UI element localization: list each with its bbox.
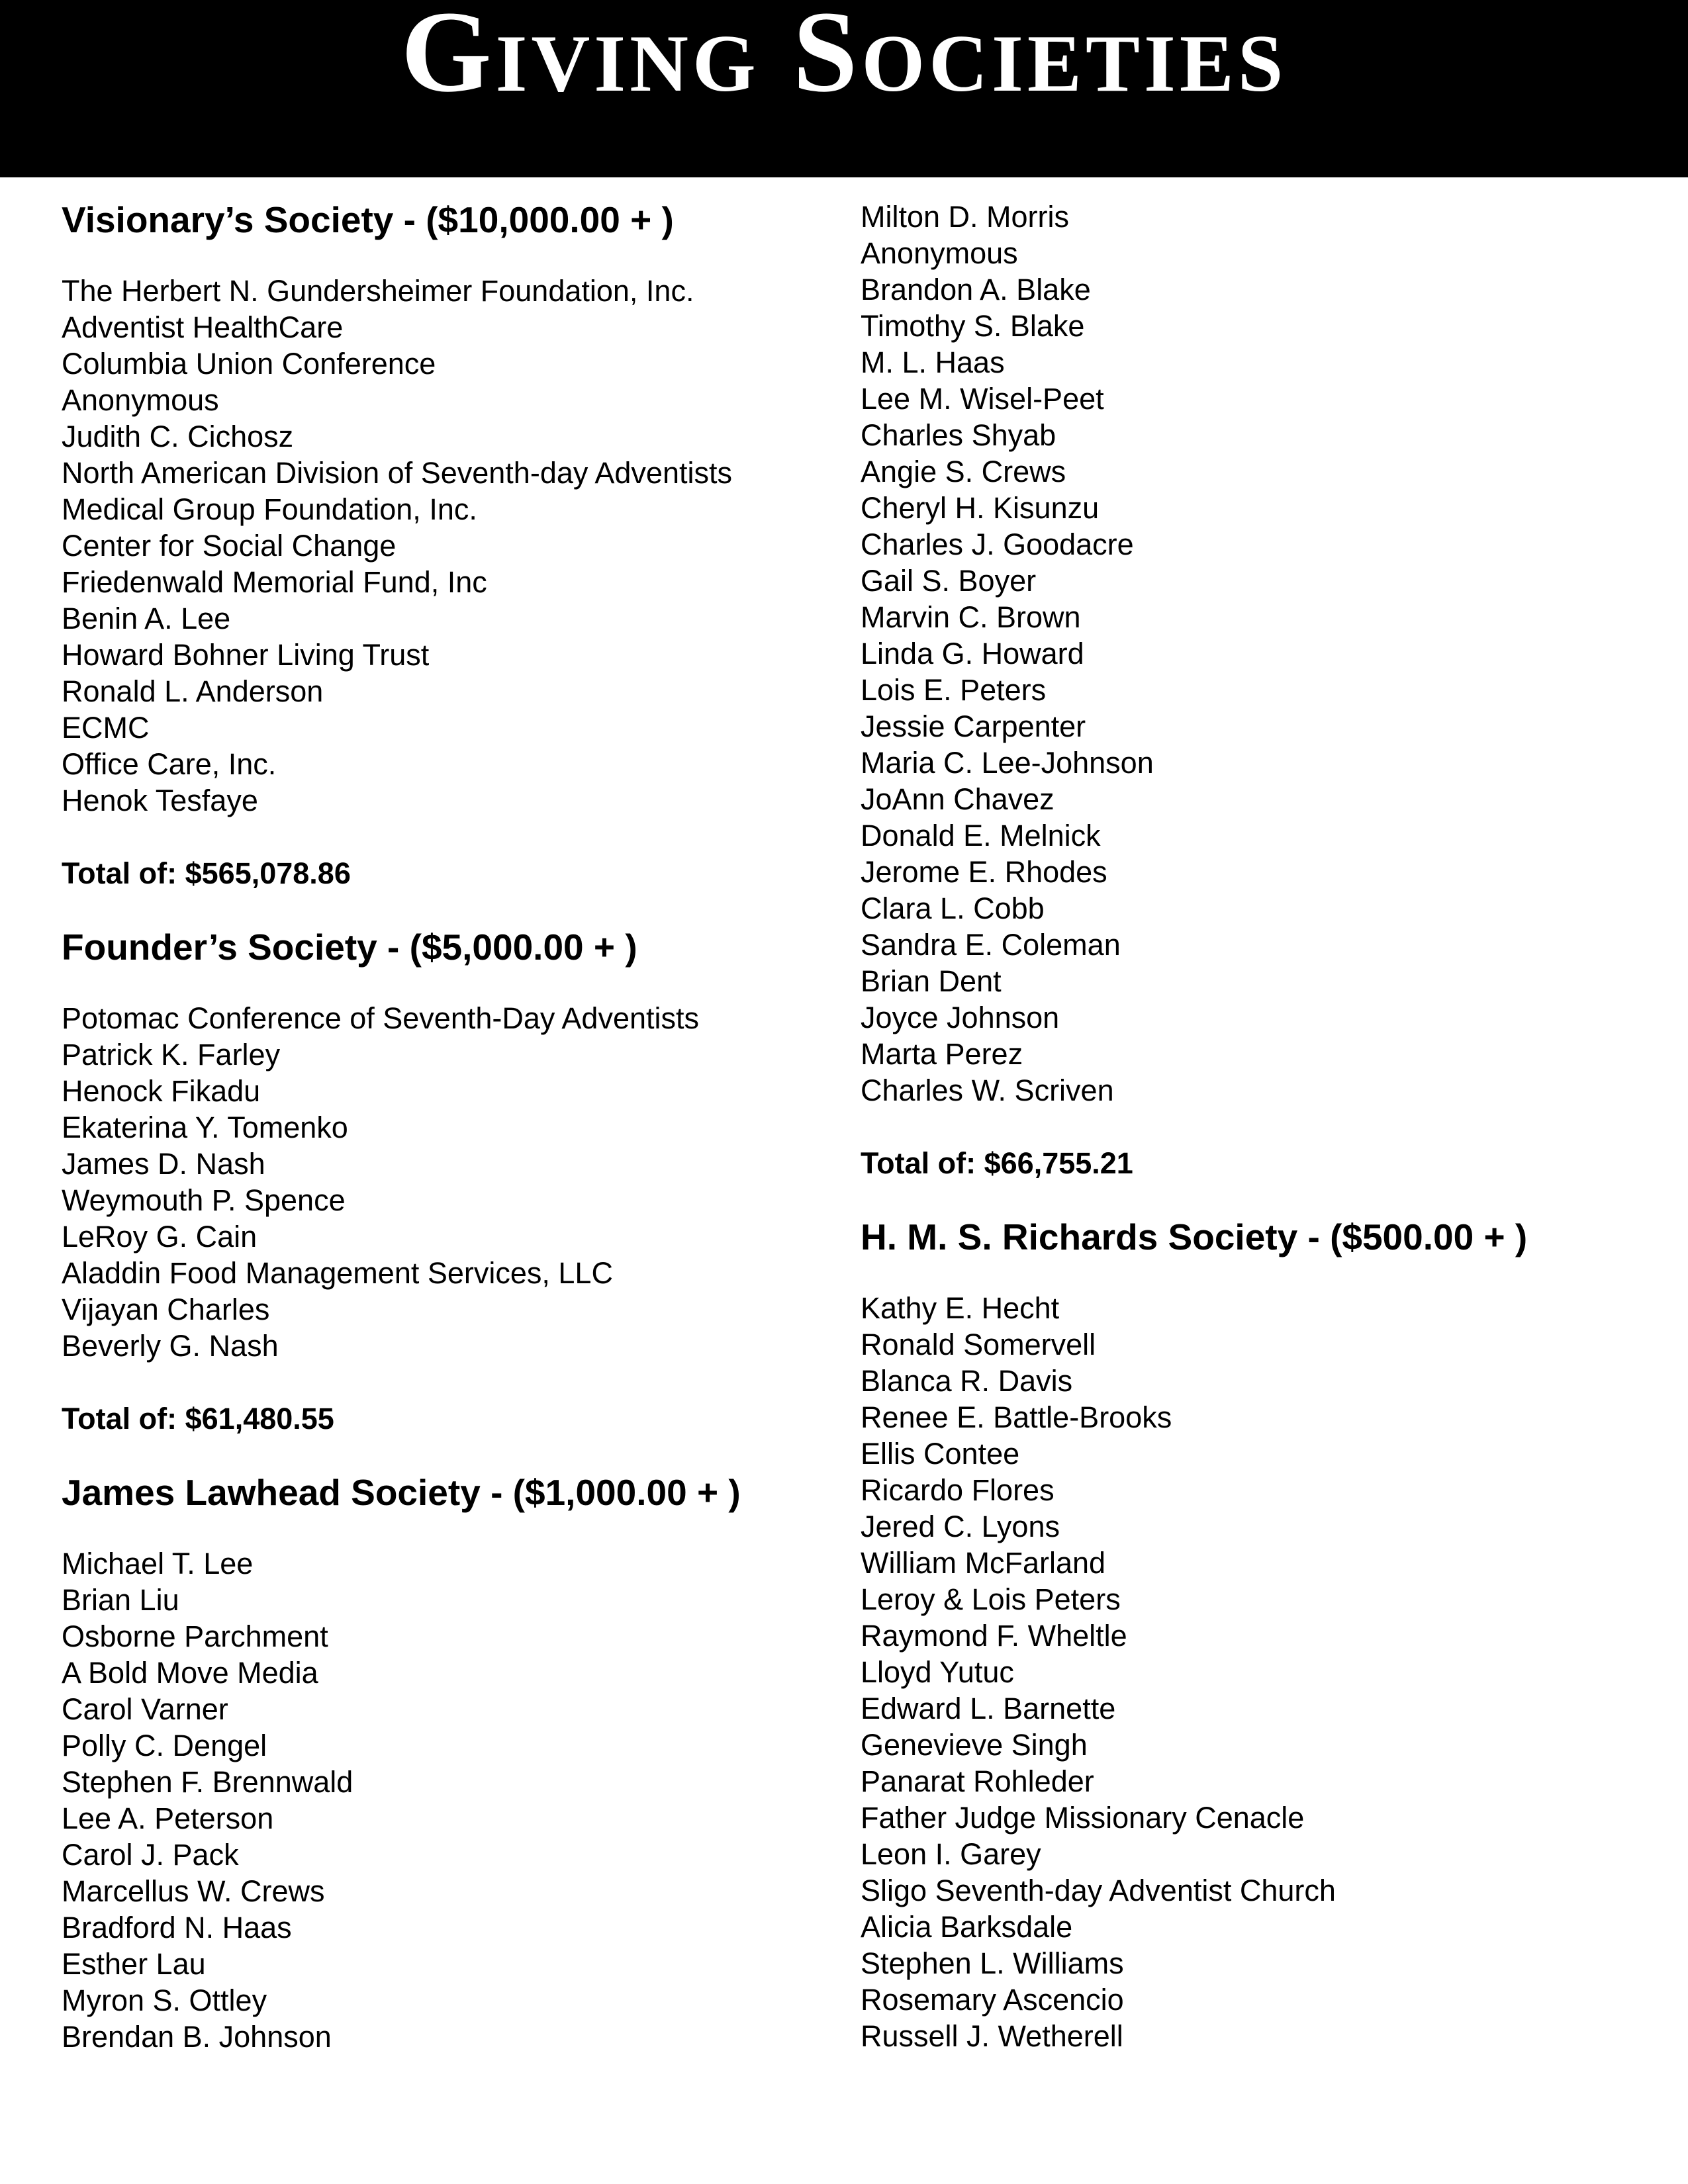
donor-name: Ellis Contee: [861, 1437, 1020, 1471]
donor-name: Lloyd Yutuc: [861, 1655, 1014, 1689]
hms-richards-society-section: [861, 1216, 1642, 2054]
donor-name: Blanca R. Davis: [861, 1364, 1073, 1398]
donor-name: North American Division of Seventh-day Adventists: [62, 456, 732, 490]
donor-name: Cheryl H. Kisunzu: [861, 491, 1100, 525]
right-column: [861, 199, 1642, 2054]
donor-name: Anonymous: [62, 383, 219, 417]
donor-name: LeRoy G. Cain: [62, 1220, 258, 1253]
section-heading: James Lawhead Society - ($1,000.00 + ): [62, 1472, 741, 1513]
donor-name: Stephen F. Brennwald: [62, 1765, 353, 1799]
donor-name: Renee E. Battle-Brooks: [861, 1400, 1172, 1434]
donor-name: Myron S. Ottley: [62, 1983, 267, 2017]
donor-name: M. L. Haas: [861, 345, 1005, 379]
donor-name: Ekaterina Y. Tomenko: [62, 1111, 348, 1144]
donor-name: Bradford N. Haas: [62, 1911, 292, 1944]
donor-name: Sligo Seventh-day Adventist Church: [861, 1874, 1336, 1907]
donor-name: Lee A. Peterson: [62, 1801, 274, 1835]
donor-name: Carol Varner: [62, 1692, 228, 1726]
donor-name: Charles Shyab: [861, 418, 1056, 452]
donor-name: Brendan B. Johnson: [62, 2020, 332, 2054]
donor-name: Edward L. Barnette: [861, 1692, 1116, 1725]
donor-name: Gail S. Boyer: [861, 564, 1037, 598]
donor-list: [861, 199, 1642, 1109]
donor-name: Potomac Conference of Seventh-Day Adventists: [62, 1001, 700, 1035]
title-banner: [0, 0, 1688, 177]
donor-name: Maria C. Lee-Johnson: [861, 746, 1154, 780]
donor-name: Ricardo Flores: [861, 1473, 1055, 1507]
donor-name: The Herbert N. Gundersheimer Foundation, Inc.: [62, 274, 694, 308]
donor-name: Donald E. Melnick: [861, 819, 1101, 852]
donor-name: Kathy E. Hecht: [861, 1291, 1060, 1325]
donor-name: Brian Liu: [62, 1583, 179, 1617]
donor-list: [861, 1290, 1642, 2054]
donor-name: Brian Dent: [861, 964, 1002, 998]
section-heading: H. M. S. Richards Society - ($500.00 + ): [861, 1216, 1528, 1257]
donor-name: Marvin C. Brown: [861, 600, 1081, 634]
donor-name: Weymouth P. Spence: [62, 1183, 346, 1217]
donor-name: Friedenwald Memorial Fund, Inc: [62, 565, 487, 599]
donor-list: [62, 1000, 829, 1364]
donor-name: James D. Nash: [62, 1147, 265, 1181]
donor-name: Sandra E. Coleman: [861, 928, 1121, 962]
donor-name: JoAnn Chavez: [861, 782, 1055, 816]
donor-name: Charles J. Goodacre: [861, 527, 1134, 561]
donor-name: Polly C. Dengel: [62, 1729, 267, 1762]
page-title: Giving Societies: [400, 0, 1288, 117]
section-total: Total of: $565,078.86: [62, 856, 351, 890]
donor-name: Linda G. Howard: [861, 637, 1084, 670]
donor-name: Benin A. Lee: [62, 602, 231, 635]
donor-name: Charles W. Scriven: [861, 1073, 1114, 1107]
donor-name: Michael T. Lee: [62, 1547, 254, 1580]
donor-name: Panarat Rohleder: [861, 1764, 1094, 1798]
donor-name: Medical Group Foundation, Inc.: [62, 492, 477, 526]
donor-name: Ronald Somervell: [861, 1328, 1096, 1361]
donor-list: [62, 273, 829, 819]
donor-name: William McFarland: [861, 1546, 1106, 1580]
section-heading: Visionary’s Society - ($10,000.00 + ): [62, 199, 674, 240]
donor-name: A Bold Move Media: [62, 1656, 318, 1690]
donor-name: Judith C. Cichosz: [62, 420, 294, 453]
donor-name: Genevieve Singh: [861, 1728, 1088, 1762]
donor-name: Patrick K. Farley: [62, 1038, 281, 1071]
section-total: Total of: $61,480.55: [62, 1402, 334, 1435]
donor-name: ECMC: [62, 711, 150, 745]
donor-name: Timothy S. Blake: [861, 309, 1085, 343]
left-column: [62, 199, 829, 2055]
donor-name: Milton D. Morris: [861, 200, 1070, 234]
james-lawhead-society-continued: [861, 199, 1642, 1216]
donor-name: Clara L. Cobb: [861, 891, 1045, 925]
donor-name: Office Care, Inc.: [62, 747, 277, 781]
donor-name: Henock Fikadu: [62, 1074, 261, 1108]
donor-name: Jerome E. Rhodes: [861, 855, 1107, 889]
donor-name: Russell J. Wetherell: [861, 2019, 1123, 2053]
donor-name: Lois E. Peters: [861, 673, 1047, 707]
donor-name: Marcellus W. Crews: [62, 1874, 325, 1908]
section-total: Total of: $66,755.21: [861, 1146, 1133, 1180]
donor-name: Carol J. Pack: [62, 1838, 239, 1872]
donor-name: Rosemary Ascencio: [861, 1983, 1124, 2017]
donor-name: Osborne Parchment: [62, 1619, 328, 1653]
donor-name: Adventist HealthCare: [62, 310, 344, 344]
donor-name: Anonymous: [861, 236, 1018, 270]
donor-name: Aladdin Food Management Services, LLC: [62, 1256, 613, 1290]
donor-name: Ronald L. Anderson: [62, 674, 324, 708]
donor-name: Brandon A. Blake: [861, 273, 1091, 306]
donor-name: Father Judge Missionary Cenacle: [861, 1801, 1305, 1835]
donor-name: Angie S. Crews: [861, 455, 1066, 488]
donor-name: Stephen L. Williams: [861, 1946, 1124, 1980]
donor-name: Jessie Carpenter: [861, 709, 1086, 743]
donor-name: Center for Social Change: [62, 529, 397, 563]
donor-list: [62, 1545, 829, 2055]
donor-name: Beverly G. Nash: [62, 1329, 279, 1363]
donor-name: Howard Bohner Living Trust: [62, 638, 430, 672]
james-lawhead-society-section: [62, 1471, 829, 2055]
donor-name: Lee M. Wisel-Peet: [861, 382, 1104, 416]
visionarys-society-section: [62, 199, 829, 926]
donor-name: Henok Tesfaye: [62, 784, 258, 817]
donor-name: Raymond F. Wheltle: [861, 1619, 1127, 1653]
donor-name: Vijayan Charles: [62, 1293, 270, 1326]
donor-name: Leroy & Lois Peters: [861, 1582, 1121, 1616]
donor-name: Marta Perez: [861, 1037, 1023, 1071]
donor-name: Columbia Union Conference: [62, 347, 436, 381]
donor-name: Jered C. Lyons: [861, 1510, 1060, 1543]
founders-society-section: [62, 926, 829, 1471]
donor-name: Leon I. Garey: [861, 1837, 1041, 1871]
section-heading: Founder’s Society - ($5,000.00 + ): [62, 927, 637, 968]
donor-name: Joyce Johnson: [861, 1001, 1060, 1034]
donor-name: Esther Lau: [62, 1947, 206, 1981]
donor-name: Alicia Barksdale: [861, 1910, 1073, 1944]
